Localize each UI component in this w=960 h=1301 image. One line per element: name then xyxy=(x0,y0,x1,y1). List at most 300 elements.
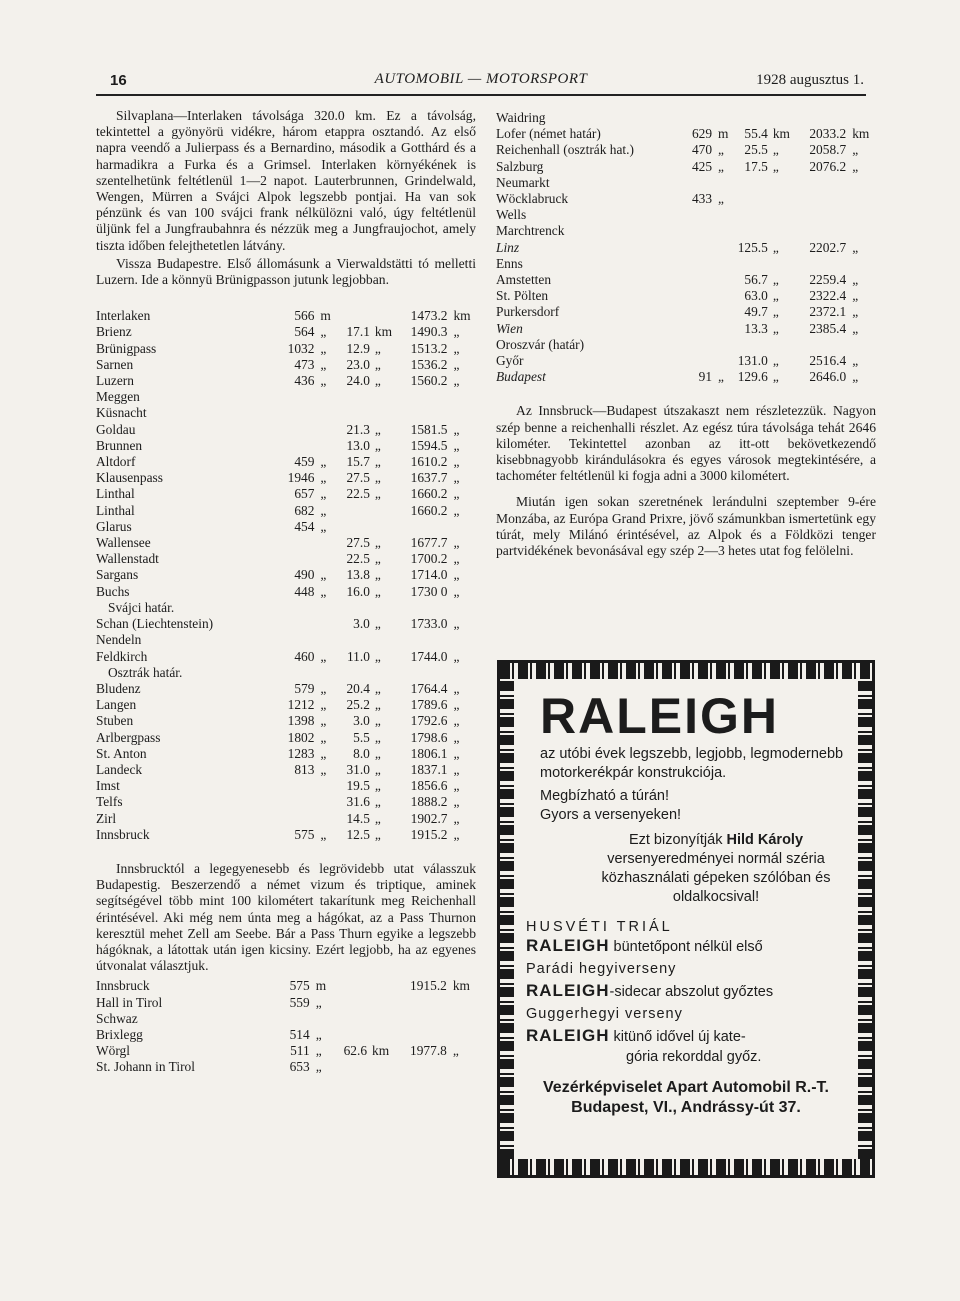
route-cell-u2: „ xyxy=(772,272,779,288)
route-cell-dist xyxy=(338,600,370,616)
route-cell-name: Brünigpass xyxy=(96,340,157,356)
route-cell-total: 1789.6 xyxy=(410,697,448,713)
route-cell-name: Waidring xyxy=(496,110,546,125)
route-cell-u3: „ xyxy=(453,648,460,664)
route-cell-total: 2202.7 xyxy=(809,239,847,255)
route-cell-dist: 14.5 xyxy=(346,810,370,826)
route-cell-name: St. Johann in Tirol xyxy=(96,1059,195,1075)
route-row xyxy=(96,357,476,373)
route-cell-u2: km xyxy=(772,126,790,142)
route-cell-u3: km xyxy=(452,978,470,994)
route-cell-u: m xyxy=(320,308,331,324)
route-cell-u xyxy=(712,240,738,256)
route-cell-u2: „ xyxy=(374,340,381,356)
left-column xyxy=(96,108,476,1076)
route-row xyxy=(96,324,476,340)
route-row xyxy=(96,978,476,994)
route-cell-alt xyxy=(279,422,314,438)
route-cell-name: Neumarkt xyxy=(496,174,550,190)
route-cell-alt xyxy=(682,240,712,256)
route-cell-u2: „ xyxy=(772,158,779,174)
route-cell-name: Enns xyxy=(496,255,523,271)
route-cell-u3: „ xyxy=(852,158,859,174)
route-cell-u3 xyxy=(447,405,476,421)
route-row xyxy=(96,422,476,438)
route-cell-u: „ xyxy=(320,373,327,389)
route-cell-dist: 31.6 xyxy=(346,794,370,810)
route-cell-name: Reichenhall (osztrák hat.) xyxy=(496,142,634,158)
route-cell-u2: „ xyxy=(374,697,381,713)
ad-result-1 xyxy=(526,935,846,958)
route-row xyxy=(96,405,476,421)
route-cell-total: 1660.2 xyxy=(410,486,448,502)
route-cell-name: Innsbruck xyxy=(96,978,150,994)
route-cell-name: Marchtrenck xyxy=(496,223,565,239)
route-cell-u3 xyxy=(846,207,876,223)
route-cell-u: „ xyxy=(320,697,327,713)
ad-reliable: Megbízható a túrán! xyxy=(540,788,669,804)
route-cell-u: „ xyxy=(320,486,327,502)
route-row xyxy=(496,126,876,142)
route-cell-dist: 19.5 xyxy=(346,778,370,794)
route-cell-name: Nendeln xyxy=(96,632,142,648)
route-cell-alt xyxy=(279,616,314,632)
route-cell-u2 xyxy=(370,600,399,616)
route-row xyxy=(96,389,476,405)
route-cell-total: 2076.2 xyxy=(809,158,847,174)
route-cell-u: „ xyxy=(320,729,327,745)
route-cell-u: „ xyxy=(320,713,327,729)
route-cell-u3 xyxy=(846,191,876,207)
route-cell-u3 xyxy=(447,665,476,681)
route-cell-dist xyxy=(338,503,370,519)
route-cell-name: Meggen xyxy=(96,389,140,405)
route-cell-name: Altdorf xyxy=(96,454,136,470)
route-row xyxy=(496,337,876,353)
route-cell-u xyxy=(712,288,738,304)
ad-brand-3: RALEIGH xyxy=(526,1026,610,1045)
route-row xyxy=(96,438,476,454)
route-row xyxy=(96,519,476,535)
route-cell-u2: „ xyxy=(374,713,381,729)
route-cell-u2: „ xyxy=(374,551,381,567)
route-row xyxy=(96,503,476,519)
route-row xyxy=(496,256,876,272)
route-cell-u3: „ xyxy=(453,340,460,356)
route-cell-u xyxy=(314,535,338,551)
route-cell-u2: „ xyxy=(374,486,381,502)
route-cell-u2 xyxy=(367,995,397,1011)
route-cell-alt: 566 xyxy=(294,308,315,324)
route-cell-u: „ xyxy=(320,340,327,356)
route-cell-total: 2385.4 xyxy=(809,320,847,336)
route-cell-u2: km xyxy=(374,324,393,340)
route-cell-u3: „ xyxy=(852,353,859,369)
route-cell-total xyxy=(399,665,448,681)
route-row xyxy=(496,159,876,175)
route-cell-u2: „ xyxy=(374,761,381,777)
route-cell-total: 1560.2 xyxy=(410,373,448,389)
route-cell-u2: „ xyxy=(374,356,381,372)
route-cell-name: Linthal xyxy=(96,486,135,502)
route-cell-total: 1888.2 xyxy=(410,794,448,810)
route-cell-u2 xyxy=(367,1059,397,1075)
route-cell-u xyxy=(712,256,738,272)
route-cell-u: „ xyxy=(320,470,327,486)
route-cell-dist xyxy=(738,337,768,353)
route-cell-alt xyxy=(682,272,712,288)
route-cell-u3: „ xyxy=(453,486,460,502)
route-cell-dist xyxy=(738,256,768,272)
route-cell-u xyxy=(314,616,338,632)
route-row xyxy=(96,665,476,681)
route-cell-u2 xyxy=(768,110,799,126)
route-cell-alt xyxy=(279,389,314,405)
route-cell-alt xyxy=(682,256,712,272)
route-cell-total xyxy=(399,519,448,535)
route-cell-u2: „ xyxy=(772,288,779,304)
route-cell-alt: 454 xyxy=(294,518,315,534)
route-cell-total xyxy=(799,256,847,272)
route-cell-name: Innsbruck xyxy=(96,826,150,842)
route-cell-u3 xyxy=(846,110,876,126)
route-cell-u3: „ xyxy=(453,437,460,453)
route-cell-u: „ xyxy=(320,324,327,340)
route-row xyxy=(496,272,876,288)
route-cell-total xyxy=(397,1027,447,1043)
route-cell-name: Buchs xyxy=(96,583,130,599)
route-cell-name: Lofer (német határ) xyxy=(496,126,601,142)
route-cell-u2: „ xyxy=(772,304,779,320)
route-cell-u3 xyxy=(447,1059,476,1075)
route-cell-u2: „ xyxy=(374,826,381,842)
route-cell-alt: 653 xyxy=(289,1059,310,1075)
ad-fast: Gyors a versenyeken! xyxy=(540,807,682,823)
route-cell-u3: „ xyxy=(453,470,460,486)
route-cell-u3: „ xyxy=(852,272,859,288)
ad-result-3 xyxy=(526,1025,846,1048)
ad-result-1-text: büntetőpont nélkül első xyxy=(613,939,763,955)
route-cell-dist: 31.0 xyxy=(346,761,370,777)
route-cell-u2: „ xyxy=(772,320,779,336)
route-cell-alt xyxy=(279,600,314,616)
route-row xyxy=(496,288,876,304)
route-cell-name: Wien xyxy=(496,320,523,336)
route-cell-u xyxy=(314,778,338,794)
route-cell-u3 xyxy=(846,223,876,239)
route-cell-total: 2646.0 xyxy=(809,369,847,385)
route-cell-u xyxy=(712,321,738,337)
route-cell-name: Landeck xyxy=(96,761,143,777)
route-cell-alt xyxy=(682,353,712,369)
route-cell-u2 xyxy=(367,978,397,994)
route-cell-alt: 91 xyxy=(698,369,713,385)
route-cell-name: Schwaz xyxy=(96,1010,138,1026)
route-cell-u3: „ xyxy=(453,567,460,583)
route-cell-dist xyxy=(334,995,367,1011)
route-cell-u xyxy=(712,175,738,191)
route-cell-dist: 11.0 xyxy=(346,648,370,664)
route-cell-u2 xyxy=(370,665,399,681)
route-cell-u3 xyxy=(846,175,876,191)
paragraph-return: Vissza Budapestre. Első állomásunk a Vierwaldstätti tó melletti Luzern. Ide a könnyü Brünigpasson jutunk legjobban. xyxy=(96,255,476,288)
route-cell-u3 xyxy=(447,1027,476,1043)
route-cell-name: Osztrák határ. xyxy=(108,664,183,680)
ad-border-left xyxy=(500,679,514,1159)
route-cell-name: Wöcklabruck xyxy=(496,191,569,207)
route-cell-u3: „ xyxy=(453,356,460,372)
route-cell-name: Zirl xyxy=(96,810,117,826)
route-cell-u xyxy=(712,207,738,223)
route-cell-u3: „ xyxy=(453,454,460,470)
route-cell-u: „ xyxy=(718,191,724,207)
route-cell-dist: 13.8 xyxy=(346,567,370,583)
route-cell-alt: 559 xyxy=(289,994,310,1010)
route-cell-name: Wallenstadt xyxy=(96,551,159,567)
route-cell-alt: 460 xyxy=(294,648,315,664)
route-cell-alt xyxy=(682,207,712,223)
route-cell-u3: „ xyxy=(453,713,460,729)
route-cell-u3: „ xyxy=(453,778,460,794)
route-cell-dist: 129.6 xyxy=(737,369,768,385)
route-cell-alt: 470 xyxy=(691,142,713,158)
route-row xyxy=(496,175,876,191)
route-cell-alt xyxy=(279,551,314,567)
route-cell-dist: 27.5 xyxy=(346,535,370,551)
route-cell-name: Sarnen xyxy=(96,356,134,372)
route-cell-u: „ xyxy=(320,761,327,777)
route-cell-name: St. Anton xyxy=(96,745,147,761)
route-cell-total: 1714.0 xyxy=(410,567,448,583)
route-row xyxy=(96,632,476,648)
route-cell-name: Brixlegg xyxy=(96,1026,143,1042)
route-cell-total: 1536.2 xyxy=(410,356,448,372)
route-cell-alt xyxy=(279,632,314,648)
route-row xyxy=(96,308,476,324)
route-cell-alt xyxy=(682,175,712,191)
route-cell-u3 xyxy=(447,600,476,616)
route-cell-u2 xyxy=(768,337,799,353)
route-cell-dist: 17.5 xyxy=(744,158,768,174)
route-cell-u xyxy=(310,1011,335,1027)
route-cell-u: „ xyxy=(320,745,327,761)
ad-event-easter: HUSVÉTI TRIÁL xyxy=(526,919,673,935)
route-cell-u2: „ xyxy=(374,421,381,437)
route-cell-alt: 813 xyxy=(294,761,315,777)
route-row xyxy=(96,1011,476,1027)
route-cell-total: 1764.4 xyxy=(410,680,448,696)
ad-border-right xyxy=(858,679,872,1159)
route-cell-u xyxy=(314,665,338,681)
route-cell-u: „ xyxy=(718,158,724,174)
route-row xyxy=(496,304,876,320)
route-cell-total: 1513.2 xyxy=(410,340,448,356)
ad-brand-2: RALEIGH xyxy=(526,981,610,1000)
paragraph-interlaken: Silvaplana—Interlaken távolsága 320.0 km. Ez a távolság, tekintettel a gyönyörü vidékre, három etappra osztandó. Az első napra veendő a Julierpass és a Bernardino, második a Gotthárd és a harmadikra a Furka és a Grimsel. Interlaken környékének is szentelhetünk feltétlenül 1—2 napot. Lauterbrunnen, Grindelwald, Wengen, Mürren a Svájci Alpok legszebb pontjai. Ha van sok pénzünk és van 100 svájci frank nélkülözni való, úgy feltétlenül üljünk fel a Jungfraubahnra és nézzük meg a Jungfraujochot, amely tiszta időben felejthetetlen látvány. xyxy=(96,108,476,253)
route-cell-dist: 16.0 xyxy=(346,583,370,599)
page-number: 16 xyxy=(110,72,127,89)
route-cell-total: 2058.7 xyxy=(809,142,847,158)
route-table-innsbruck-tirol xyxy=(96,978,476,1075)
route-cell-dist: 131.0 xyxy=(737,353,768,369)
route-cell-dist xyxy=(338,405,370,421)
route-row xyxy=(96,341,476,357)
route-cell-u2: „ xyxy=(772,142,779,158)
route-cell-u2 xyxy=(768,223,799,239)
page-header xyxy=(96,68,866,96)
route-cell-alt: 433 xyxy=(691,191,713,207)
route-cell-alt xyxy=(682,304,712,320)
route-cell-alt xyxy=(279,405,314,421)
route-cell-u3: „ xyxy=(453,535,460,551)
route-cell-dist: 22.5 xyxy=(346,486,370,502)
route-cell-u2: „ xyxy=(772,239,779,255)
route-cell-name: Linz xyxy=(496,239,520,255)
route-cell-total: 1490.3 xyxy=(410,324,448,340)
route-cell-u: „ xyxy=(320,826,327,842)
route-row xyxy=(496,321,876,337)
route-cell-u3 xyxy=(846,337,876,353)
raleigh-logo: RALEIGH xyxy=(540,688,779,744)
route-row xyxy=(96,486,476,502)
route-cell-total xyxy=(799,207,847,223)
route-cell-alt: 1802 xyxy=(287,729,315,745)
route-row xyxy=(96,827,476,843)
route-cell-total xyxy=(799,337,847,353)
route-cell-u3: „ xyxy=(453,373,460,389)
route-cell-name: Győr xyxy=(496,353,524,369)
route-cell-name: Linthal xyxy=(96,502,135,518)
route-cell-dist xyxy=(338,665,370,681)
route-cell-u2: „ xyxy=(374,437,381,453)
route-cell-alt: 682 xyxy=(294,502,315,518)
route-cell-u3: „ xyxy=(453,810,460,826)
route-cell-total xyxy=(397,1011,447,1027)
route-cell-u2: „ xyxy=(374,454,381,470)
route-cell-name: Brunnen xyxy=(96,437,143,453)
route-cell-u3 xyxy=(447,995,476,1011)
route-cell-total: 1473.2 xyxy=(410,308,448,324)
route-cell-dist: 21.3 xyxy=(346,421,370,437)
route-cell-dist: 23.0 xyxy=(346,356,370,372)
route-cell-u xyxy=(314,811,338,827)
route-cell-dist xyxy=(738,207,768,223)
route-cell-dist: 24.0 xyxy=(346,373,370,389)
route-cell-alt xyxy=(279,535,314,551)
route-cell-dist: 27.5 xyxy=(346,470,370,486)
route-table-waidring-budapest xyxy=(496,110,876,385)
route-cell-u2 xyxy=(367,1027,397,1043)
route-row xyxy=(96,681,476,697)
route-cell-u xyxy=(712,304,738,320)
route-cell-alt: 629 xyxy=(691,126,713,142)
route-cell-u3: „ xyxy=(452,1043,459,1059)
route-cell-u: „ xyxy=(320,502,327,518)
route-cell-alt: 1946 xyxy=(287,470,315,486)
route-row xyxy=(96,373,476,389)
route-cell-alt: 425 xyxy=(691,158,713,174)
route-cell-alt: 459 xyxy=(294,454,315,470)
route-cell-total: 1677.7 xyxy=(410,535,448,551)
route-cell-u2: „ xyxy=(374,470,381,486)
route-cell-u xyxy=(314,405,338,421)
route-cell-name: Stuben xyxy=(96,713,134,729)
route-cell-dist xyxy=(334,1011,367,1027)
route-cell-u3: „ xyxy=(453,697,460,713)
route-row xyxy=(96,535,476,551)
route-cell-total: 1902.7 xyxy=(410,810,448,826)
route-cell-total xyxy=(799,175,847,191)
route-row xyxy=(96,713,476,729)
route-cell-total: 1637.7 xyxy=(410,470,448,486)
route-cell-alt: 473 xyxy=(294,356,315,372)
route-cell-dist: 15.7 xyxy=(346,454,370,470)
route-row xyxy=(96,995,476,1011)
route-cell-alt xyxy=(279,794,314,810)
route-cell-u2 xyxy=(370,503,399,519)
route-cell-dist: 49.7 xyxy=(744,304,768,320)
route-cell-total: 2372.1 xyxy=(809,304,847,320)
ad-proof-text: versenyeredményei normál széria közhasználati gépeken szólóban és oldalkocsival! xyxy=(601,851,831,905)
route-cell-total xyxy=(799,191,847,207)
route-row xyxy=(96,762,476,778)
route-cell-dist: 13.0 xyxy=(346,437,370,453)
route-row xyxy=(96,600,476,616)
ad-event-parad: Parádi hegyiverseny xyxy=(526,961,677,977)
route-cell-alt xyxy=(682,110,712,126)
issue-date: 1928 augusztus 1. xyxy=(756,72,864,88)
route-cell-u2 xyxy=(370,519,399,535)
route-cell-total: 1798.6 xyxy=(410,729,448,745)
route-row xyxy=(496,240,876,256)
route-cell-alt: 564 xyxy=(294,324,315,340)
route-cell-alt xyxy=(279,811,314,827)
route-cell-total: 1977.8 xyxy=(410,1043,447,1059)
route-cell-u3: km xyxy=(852,126,870,142)
right-column xyxy=(496,110,876,561)
route-cell-u: „ xyxy=(320,567,327,583)
route-cell-u: „ xyxy=(315,994,322,1010)
route-cell-dist xyxy=(334,978,367,994)
route-cell-total: 2033.2 xyxy=(809,126,847,142)
route-row xyxy=(96,811,476,827)
route-cell-dist: 12.9 xyxy=(346,340,370,356)
route-cell-dist: 62.6 xyxy=(343,1043,368,1059)
route-cell-u2 xyxy=(370,405,399,421)
route-cell-total: 1915.2 xyxy=(410,826,448,842)
route-cell-u2: „ xyxy=(374,648,381,664)
route-cell-u xyxy=(314,632,338,648)
route-cell-total: 1610.2 xyxy=(410,454,448,470)
route-cell-total: 1733.0 xyxy=(410,616,448,632)
route-cell-dist: 56.7 xyxy=(744,272,768,288)
route-cell-u2: „ xyxy=(374,729,381,745)
route-row xyxy=(96,746,476,762)
route-cell-alt xyxy=(682,223,712,239)
route-cell-u: „ xyxy=(315,1043,322,1059)
route-cell-name: St. Pölten xyxy=(496,288,549,304)
route-cell-u: „ xyxy=(315,1059,322,1075)
route-cell-total: 1660.2 xyxy=(410,502,448,518)
raleigh-advertisement xyxy=(497,660,875,1178)
route-cell-u: „ xyxy=(718,369,724,385)
route-cell-u3: „ xyxy=(453,502,460,518)
route-cell-u3: „ xyxy=(453,745,460,761)
route-cell-alt xyxy=(279,778,314,794)
route-cell-u3 xyxy=(447,632,476,648)
route-cell-u2: „ xyxy=(374,794,381,810)
route-cell-u: „ xyxy=(320,518,327,534)
